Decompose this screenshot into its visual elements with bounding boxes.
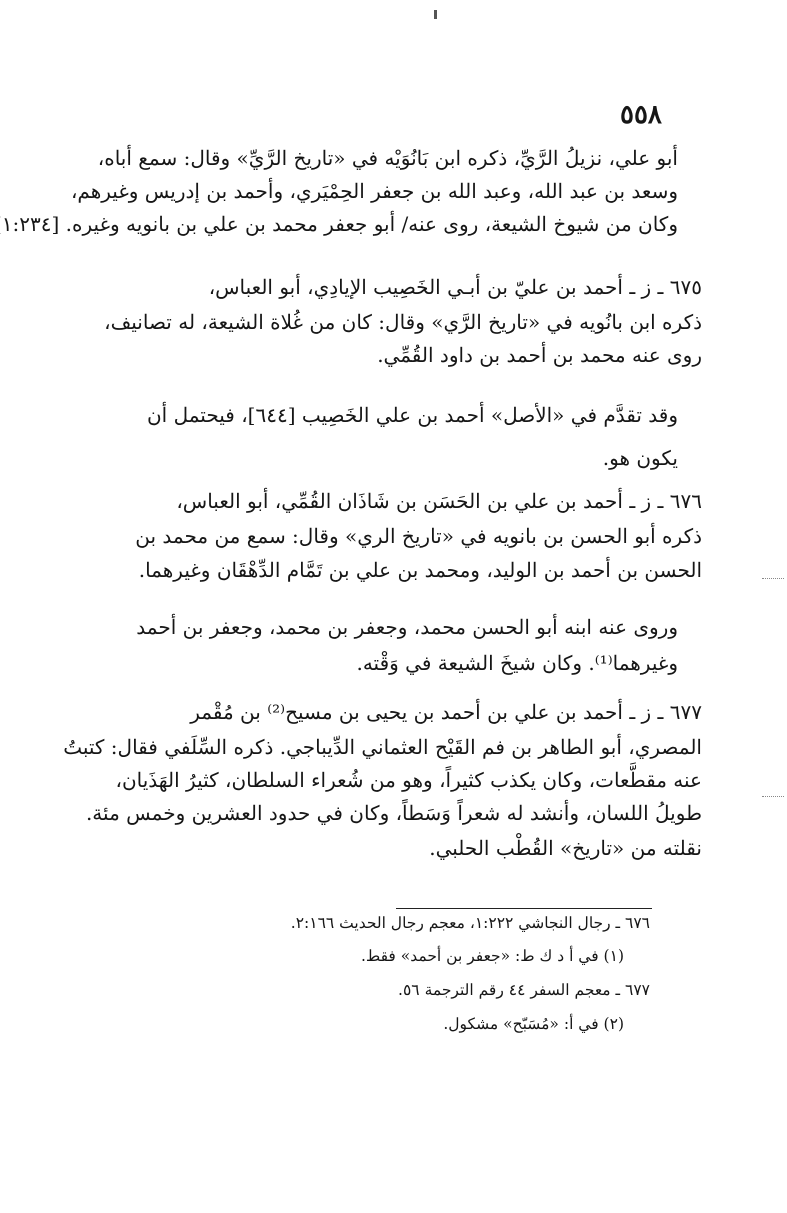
paragraph-3 bbox=[70, 400, 678, 470]
text-line: ٦٧٦ ـ ز ـ أحمد بن علي بن الحَسَن بن شَاذَان القُمِّي، أبو العباس، bbox=[176, 489, 702, 513]
footnote-divider bbox=[396, 908, 652, 909]
text-line: الحسن بن أحمد بن الوليد، ومحمد بن علي بن تَمَّام الدِّهْقَان وغيرهما. bbox=[138, 558, 702, 582]
footnote: ٦٧٧ ـ معجم السفر ٤٤ رقم الترجمة ٥٦. bbox=[398, 981, 650, 999]
scan-mark bbox=[434, 10, 437, 19]
margin-mark bbox=[762, 578, 784, 579]
entry-675 bbox=[70, 272, 702, 372]
entry-676 bbox=[70, 486, 702, 586]
text-line: أبو علي، نزيلُ الرَّيِّ، ذكره ابن بَانُوَيْه في «تاريخ الرَّيِّ» وقال: سمع أباه، bbox=[97, 146, 678, 170]
text-line: وغيرهما⁽¹⁾. وكان شيخَ الشيعة في وَقْته. bbox=[356, 651, 678, 675]
footnote: (١) في أ د ك ط: «جعفر بن أحمد» فقط. bbox=[360, 947, 624, 965]
footnote: (٢) في أ: «مُسَبّح» مشكول. bbox=[443, 1015, 624, 1033]
text-line: وقد تقدَّم في «الأصل» أحمد بن علي الخَصِيب [٦٤٤]، فيحتمل أن bbox=[146, 403, 678, 427]
paragraph-5 bbox=[70, 612, 678, 678]
text-line: عنه مقطَّعات، وكان يكذب كثيراً، وهو من شُعراء السلطان، كثيرُ الهَذَيان، bbox=[115, 768, 702, 792]
margin-mark bbox=[762, 796, 784, 797]
text-line: المصري، أبو الطاهر بن فم القَيْح العثماني الدِّيباجي. ذكره السِّلَفي فقال: كتبتُ bbox=[63, 735, 702, 759]
entry-677 bbox=[62, 697, 702, 887]
page-number: ٥٥٨ bbox=[620, 100, 662, 130]
text-line: وكان من شيوخ الشيعة، روى عنه/ أبو جعفر محمد بن علي بن بانويه وغيره. [١:٢٣٤ bbox=[1, 212, 678, 236]
text-line: ٦٧٥ ـ ز ـ أحمد بن عليّ بن أبـي الخَصِيب الإيادِي، أبو العباس، bbox=[208, 275, 702, 299]
paragraph-1 bbox=[1, 143, 678, 239]
text-line: ذكره ابن بانُويه في «تاريخ الرَّي» وقال: كان من غُلاة الشيعة، له تصانيف، bbox=[104, 310, 702, 334]
text-line: نقلته من «تاريخ» القُطْب الحلبي. bbox=[429, 836, 702, 860]
text-line: طويلُ اللسان، وأنشد له شعراً وَسَطاً، وكان في حدود العشرين وخمس مئة. bbox=[85, 801, 702, 825]
text-line: يكون هو. bbox=[602, 446, 678, 470]
text-line: وسعد بن عبد الله، وعبد الله بن جعفر الحِمْيَري، وأحمد بن إدريس وغيرهم، bbox=[70, 179, 678, 203]
text-line: روى عنه محمد بن أحمد بن داود القُمِّي. bbox=[377, 343, 702, 367]
text-line: ذكره أبو الحسن بن بانويه في «تاريخ الري» وقال: سمع من محمد بن bbox=[135, 524, 702, 548]
footnote: ٦٧٦ ـ رجال النجاشي ١:٢٢٢، معجم رجال الحديث ٢:١٦٦. bbox=[290, 914, 650, 932]
text-line: وروى عنه ابنه أبو الحسن محمد، وجعفر بن محمد، وجعفر بن أحمد bbox=[136, 615, 678, 639]
text-line: ٦٧٧ ـ ز ـ أحمد بن علي بن أحمد بن يحيى بن مسيح⁽²⁾ بن مُقْمر bbox=[190, 700, 702, 724]
